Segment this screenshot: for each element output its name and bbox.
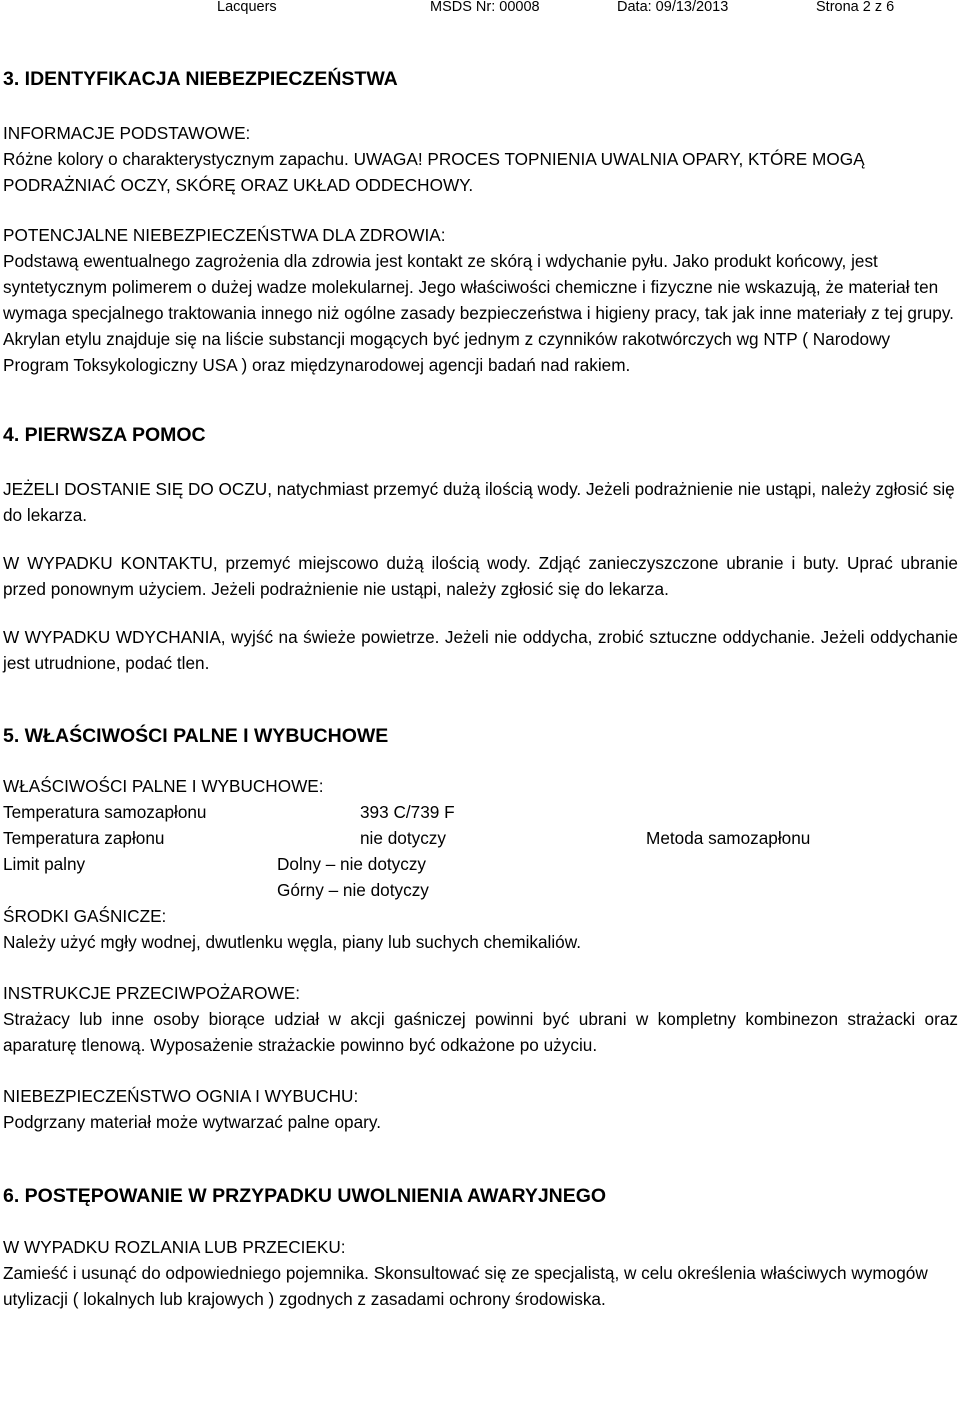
extinguishing-media-text: Należy użyć mgły wodnej, dwutlenku węgla, piany lub suchych chemikaliów. [3,932,581,952]
section-5-title: 5. WŁAŚCIWOŚCI PALNE I WYBUCHOWE [3,725,389,747]
flammable-properties-heading: WŁAŚCIWOŚCI PALNE I WYBUCHOWE: [3,776,324,796]
fire-hazard-text: Podgrzany materiał może wytwarzać palne opary. [3,1112,381,1132]
flammable-limit-upper-row [3,877,958,903]
autoignition-value: 393 C/739 F [360,802,455,822]
first-aid-skin: W WYPADKU KONTAKTU, przemyć miejscowo dużą ilością wody. Zdjąć zanieczyszczone ubranie i buty. Uprać ubranie przed ponownym użyciem. Jeżeli podrażnienie nie ustąpi, należy zgłosić się do lekarza. [3,553,958,599]
flammable-limit-label: Limit palny [3,854,86,874]
header-page-number: Strona 2 z 6 [816,0,895,15]
header-company: Lacquers [217,0,277,15]
flammable-limit-lower: Dolny – nie dotyczy [277,854,427,874]
extinguishing-media-heading: ŚRODKI GAŚNICZE: [3,906,167,926]
header-msds-number: MSDS Nr: 00008 [430,0,540,15]
section-3-title: 3. IDENTYFIKACJA NIEBEZPIECZEŃSTWA [3,68,398,90]
first-aid-eyes: JEŻELI DOSTANIE SIĘ DO OCZU, natychmiast przemyć dużą ilością wody. Jeżeli podrażnienie nie ustąpi, należy zgłosić się do lekarza. [3,479,955,525]
document-body [3,64,958,1312]
spill-heading: W WYPADKU ROZLANIA LUB PRZECIEKU: [3,1237,346,1257]
autoignition-row [3,799,958,825]
health-hazards-heading: POTENCJALNE NIEBEZPIECZEŃSTWA DLA ZDROWIA: [3,225,446,245]
spill-text: Zamieść i usunąć do odpowiedniego pojemnika. Skonsultować się ze specjalistą, w celu określenia właściwych wymogów utylizacji ( lokalnych lub krajowych ) zgodnych z zasadami ochrony środowiska. [3,1263,928,1309]
basic-info-heading: INFORMACJE PODSTAWOWE: [3,123,251,143]
section-6-title: 6. POSTĘPOWANIE W PRZYPADKU UWOLNIENIA AWARYJNEGO [3,1185,607,1207]
flash-point-method: Metoda samozapłonu [646,828,811,848]
basic-info-text: Różne kolory o charakterystycznym zapachu. UWAGA! PROCES TOPNIENIA UWALNIA OPARY, KTÓRE MOGĄ PODRAŻNIAĆ OCZY, SKÓRĘ ORAZ UKŁAD ODDECHOWY. [3,149,865,195]
section-4-title: 4. PIERWSZA POMOC [3,424,206,446]
flammable-limit-row [3,851,958,877]
flash-point-value: nie dotyczy [360,828,446,848]
firefighting-heading: INSTRUKCJE PRZECIWPOŻAROWE: [3,983,300,1003]
fire-hazard-heading: NIEBEZPIECZEŃSTWO OGNIA I WYBUCHU: [3,1086,359,1106]
flash-point-label: Temperatura zapłonu [3,828,165,848]
header-date: Data: 09/13/2013 [617,0,729,15]
first-aid-inhalation: W WYPADKU WDYCHANIA, wyjść na świeże powietrze. Jeżeli nie oddycha, zrobić sztuczne oddychanie. Jeżeli oddychanie jest utrudnione, podać tlen. [3,627,958,673]
autoignition-label: Temperatura samozapłonu [3,802,207,822]
flammable-limit-upper: Górny – nie dotyczy [277,880,429,900]
firefighting-text: Strażacy lub inne osoby biorące udział w akcji gaśniczej powinni być ubrani w kompletny kombinezon strażacki oraz aparaturę tlenową. Wyposażenie strażackie powinno być odkażone po użyciu. [3,1009,958,1055]
flash-point-row [3,825,958,851]
health-hazards-text: Podstawą ewentualnego zagrożenia dla zdrowia jest kontakt ze skórą i wdychanie pyłu. Jako produkt końcowy, jest syntetycznym polimerem o dużej wadze molekularnej. Jego właściwości chemiczne i fizyczne nie wskazują, że materiał ten wymaga specjalnego traktowania innego niż ogólne zasady bezpieczeństwa i higieny pracy, tak jak inne materiały z tej grupy. Akrylan etylu znajduje się na liście substancji mogących być jednym z czynników rakotwórczych wg NTP ( Narodowy Program Toksykologiczny USA ) oraz międzynarodowej agencji badań nad rakiem. [3,251,954,375]
page-header [0,0,960,14]
